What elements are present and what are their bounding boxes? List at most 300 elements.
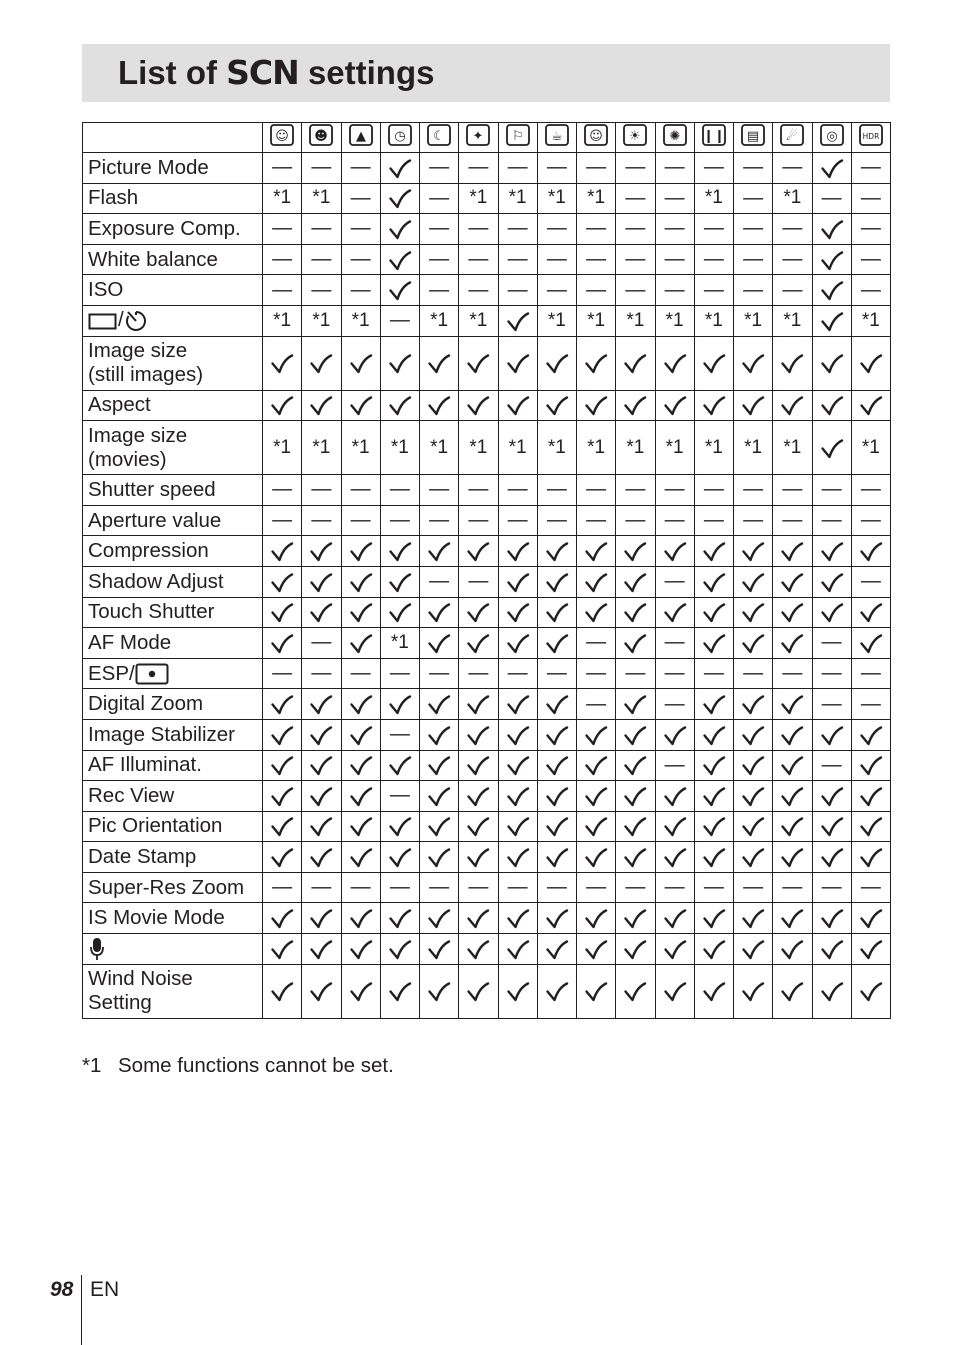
setting-availability-cell: [694, 934, 733, 965]
footnote-reference: *1: [312, 309, 331, 331]
setting-label-line: Digital Zoom: [88, 692, 204, 716]
not-available-dash: —: [429, 156, 450, 179]
setting-label: [83, 750, 263, 781]
setting-availability-cell: [302, 421, 341, 475]
not-available-dash: —: [389, 723, 410, 746]
setting-availability-cell: [812, 390, 851, 421]
setting-availability-cell: [734, 903, 773, 934]
setting-availability-cell: [577, 475, 616, 506]
setting-availability-cell: [734, 214, 773, 245]
setting-availability-cell: [420, 275, 459, 306]
setting-label-line: Aspect: [88, 393, 151, 417]
portrait-mode-icon: [270, 124, 294, 146]
setting-availability-cell: [263, 536, 302, 567]
setting-availability-cell: [616, 964, 655, 1018]
not-available-dash: —: [625, 278, 646, 301]
setting-availability-cell: [263, 597, 302, 628]
setting-label: [83, 566, 263, 597]
setting-availability-cell: [734, 475, 773, 506]
beauty-mode-icon: [309, 124, 333, 146]
not-available-dash: —: [664, 156, 685, 179]
setting-availability-cell: [773, 183, 812, 214]
setting-availability-cell: [694, 244, 733, 275]
setting-availability-cell: [420, 811, 459, 842]
setting-availability-cell: [773, 689, 812, 720]
not-available-dash: —: [703, 156, 724, 179]
setting-availability-cell: [537, 475, 576, 506]
setting-availability-cell: [263, 781, 302, 812]
setting-label-line: Picture Mode: [88, 155, 209, 179]
table-row: [83, 244, 891, 275]
setting-availability-cell: [616, 244, 655, 275]
setting-availability-cell: [812, 719, 851, 750]
setting-availability-cell: [498, 934, 537, 965]
setting-availability-cell: [537, 872, 576, 903]
setting-availability-cell: [734, 597, 773, 628]
setting-availability-cell: [341, 244, 380, 275]
setting-availability-cell: [655, 275, 694, 306]
setting-availability-cell: [734, 336, 773, 390]
not-available-dash: —: [821, 186, 842, 209]
not-available-dash: —: [350, 156, 371, 179]
not-available-dash: —: [625, 186, 646, 209]
table-row: [83, 475, 891, 506]
setting-availability-cell: [380, 597, 419, 628]
not-available-dash: —: [429, 662, 450, 685]
not-available-dash: —: [507, 278, 528, 301]
not-available-dash: —: [860, 278, 881, 301]
night-portrait-mode-icon: [466, 124, 490, 146]
footnote: [82, 1054, 394, 1078]
setting-availability-cell: [655, 689, 694, 720]
setting-availability-cell: [459, 750, 498, 781]
setting-availability-cell: [734, 750, 773, 781]
setting-availability-cell: [302, 244, 341, 275]
setting-availability-cell: [380, 750, 419, 781]
not-available-dash: —: [350, 186, 371, 209]
not-available-dash: —: [782, 662, 803, 685]
setting-availability-cell: [498, 842, 537, 873]
setting-availability-cell: [341, 781, 380, 812]
not-available-dash: —: [468, 217, 489, 240]
setting-availability-cell: [655, 597, 694, 628]
setting-availability-cell: [302, 183, 341, 214]
svg-text:◷: ◷: [394, 129, 406, 144]
not-available-dash: —: [507, 156, 528, 179]
setting-availability-cell: [812, 421, 851, 475]
not-available-dash: —: [586, 156, 607, 179]
setting-availability-cell: [537, 811, 576, 842]
setting-availability-cell: [773, 934, 812, 965]
setting-availability-cell: [577, 658, 616, 689]
mode-header-cell: [537, 123, 576, 153]
setting-availability-cell: [459, 903, 498, 934]
setting-availability-cell: [498, 566, 537, 597]
not-available-dash: —: [468, 509, 489, 532]
not-available-dash: —: [311, 248, 332, 271]
setting-availability-cell: [263, 275, 302, 306]
not-available-dash: —: [272, 509, 293, 532]
setting-label: [83, 421, 263, 475]
setting-label: [83, 597, 263, 628]
setting-label: [83, 934, 263, 965]
setting-availability-cell: [655, 781, 694, 812]
setting-availability-cell: [773, 628, 812, 659]
not-available-dash: —: [272, 662, 293, 685]
svg-text:☻: ☻: [314, 129, 329, 144]
setting-label: [83, 505, 263, 536]
setting-availability-cell: [851, 536, 890, 567]
setting-availability-cell: [498, 750, 537, 781]
not-available-dash: —: [468, 570, 489, 593]
not-available-dash: —: [743, 186, 764, 209]
not-available-dash: —: [860, 186, 881, 209]
setting-availability-cell: [773, 842, 812, 873]
not-available-dash: —: [429, 186, 450, 209]
page-title-prefix: List of: [118, 54, 217, 91]
setting-availability-cell: [616, 872, 655, 903]
not-available-dash: —: [586, 631, 607, 654]
setting-availability-cell: [420, 214, 459, 245]
setting-availability-cell: [380, 781, 419, 812]
setting-label: [83, 964, 263, 1018]
setting-availability-cell: [380, 658, 419, 689]
setting-availability-cell: [302, 964, 341, 1018]
setting-availability-cell: [537, 597, 576, 628]
not-available-dash: —: [782, 278, 803, 301]
spot-metering-icon: [135, 663, 169, 685]
setting-availability-cell: [537, 903, 576, 934]
setting-availability-cell: [694, 214, 733, 245]
footnote-reference: *1: [783, 436, 802, 458]
not-available-dash: —: [703, 248, 724, 271]
setting-availability-cell: [812, 597, 851, 628]
setting-availability-cell: [302, 628, 341, 659]
not-available-dash: —: [586, 217, 607, 240]
not-available-dash: —: [507, 478, 528, 501]
setting-availability-cell: [380, 536, 419, 567]
setting-availability-cell: [773, 153, 812, 184]
setting-availability-cell: [341, 903, 380, 934]
setting-availability-cell: [498, 658, 537, 689]
table-row: [83, 811, 891, 842]
not-available-dash: —: [429, 478, 450, 501]
svg-text:☄: ☄: [786, 129, 799, 144]
not-available-dash: —: [664, 509, 685, 532]
setting-availability-cell: [851, 842, 890, 873]
hdr-mode-icon: [859, 124, 883, 146]
not-available-dash: —: [586, 509, 607, 532]
setting-availability-cell: [380, 214, 419, 245]
setting-availability-cell: [380, 475, 419, 506]
setting-availability-cell: [851, 566, 890, 597]
not-available-dash: —: [389, 784, 410, 807]
setting-availability-cell: [694, 597, 733, 628]
not-available-dash: —: [429, 278, 450, 301]
not-available-dash: —: [468, 278, 489, 301]
not-available-dash: —: [743, 876, 764, 899]
table-row: [83, 421, 891, 475]
setting-availability-cell: [459, 275, 498, 306]
setting-availability-cell: [655, 183, 694, 214]
setting-availability-cell: [851, 628, 890, 659]
footnote-reference: *1: [704, 436, 723, 458]
not-available-dash: —: [586, 662, 607, 685]
setting-availability-cell: [616, 153, 655, 184]
not-available-dash: —: [546, 248, 567, 271]
setting-availability-cell: [694, 505, 733, 536]
setting-availability-cell: [773, 505, 812, 536]
svg-text:✺: ✺: [669, 129, 681, 144]
setting-availability-cell: [694, 153, 733, 184]
setting-label-line: (still images): [88, 363, 204, 387]
sport-mode-icon: [506, 124, 530, 146]
setting-availability-cell: [616, 719, 655, 750]
not-available-dash: —: [821, 509, 842, 532]
setting-label-line: Wind Noise: [88, 967, 193, 991]
not-available-dash: —: [743, 478, 764, 501]
setting-availability-cell: [734, 781, 773, 812]
not-available-dash: —: [429, 570, 450, 593]
setting-availability-cell: [302, 153, 341, 184]
svg-text:✦: ✦: [472, 129, 484, 144]
svg-text:☀: ☀: [629, 129, 642, 144]
svg-text:▤: ▤: [746, 129, 760, 144]
not-available-dash: —: [743, 509, 764, 532]
setting-availability-cell: [459, 536, 498, 567]
setting-availability-cell: [773, 964, 812, 1018]
scn-mode-label: SCN: [226, 53, 299, 92]
setting-availability-cell: [537, 628, 576, 659]
setting-label-line: (movies): [88, 447, 167, 471]
setting-availability-cell: [773, 214, 812, 245]
setting-availability-cell: [577, 305, 616, 336]
setting-availability-cell: [380, 390, 419, 421]
setting-availability-cell: [655, 305, 694, 336]
not-available-dash: —: [664, 631, 685, 654]
setting-availability-cell: [341, 566, 380, 597]
setting-availability-cell: [498, 597, 537, 628]
setting-availability-cell: [616, 903, 655, 934]
page-language: EN: [90, 1278, 120, 1301]
setting-availability-cell: [655, 842, 694, 873]
table-row: [83, 934, 891, 965]
setting-availability-cell: [773, 275, 812, 306]
setting-availability-cell: [302, 336, 341, 390]
setting-label: [83, 305, 263, 336]
not-available-dash: —: [586, 248, 607, 271]
not-available-dash: —: [429, 217, 450, 240]
not-available-dash: —: [821, 753, 842, 776]
not-available-dash: —: [860, 156, 881, 179]
setting-label-line: Shutter speed: [88, 477, 216, 501]
setting-availability-cell: [459, 872, 498, 903]
setting-availability-cell: [537, 305, 576, 336]
svg-text:☺: ☺: [589, 129, 603, 144]
setting-availability-cell: [420, 153, 459, 184]
table-row: [83, 390, 891, 421]
table-row: [83, 964, 891, 1018]
setting-availability-cell: [263, 872, 302, 903]
setting-availability-cell: [537, 719, 576, 750]
setting-availability-cell: [851, 811, 890, 842]
not-available-dash: —: [664, 753, 685, 776]
setting-availability-cell: [537, 964, 576, 1018]
setting-availability-cell: [616, 628, 655, 659]
setting-availability-cell: [812, 811, 851, 842]
setting-availability-cell: [537, 336, 576, 390]
table-row: [83, 719, 891, 750]
setting-label-line: Exposure Comp.: [88, 216, 241, 240]
setting-label: [83, 628, 263, 659]
not-available-dash: —: [821, 662, 842, 685]
setting-availability-cell: [773, 336, 812, 390]
setting-label: [83, 872, 263, 903]
setting-availability-cell: [577, 153, 616, 184]
setting-label: [83, 183, 263, 214]
mode-header-cell: [616, 123, 655, 153]
table-row: [83, 872, 891, 903]
table-row: [83, 214, 891, 245]
table-row: [83, 275, 891, 306]
setting-availability-cell: [420, 244, 459, 275]
setting-availability-cell: [734, 183, 773, 214]
setting-availability-cell: [812, 153, 851, 184]
setting-availability-cell: [420, 597, 459, 628]
setting-availability-cell: [459, 934, 498, 965]
not-available-dash: —: [350, 876, 371, 899]
setting-availability-cell: [498, 475, 537, 506]
svg-text:⚐: ⚐: [511, 129, 524, 144]
setting-availability-cell: [655, 336, 694, 390]
setting-availability-cell: [734, 153, 773, 184]
setting-availability-cell: [420, 689, 459, 720]
setting-availability-cell: [459, 719, 498, 750]
setting-availability-cell: [812, 658, 851, 689]
setting-availability-cell: [773, 811, 812, 842]
setting-availability-cell: [734, 390, 773, 421]
setting-availability-cell: [851, 719, 890, 750]
setting-availability-cell: [498, 719, 537, 750]
setting-label: [83, 781, 263, 812]
not-available-dash: —: [821, 631, 842, 654]
setting-availability-cell: [734, 934, 773, 965]
setting-availability-cell: [537, 244, 576, 275]
indoor-mode-icon: [545, 124, 569, 146]
setting-availability-cell: [341, 689, 380, 720]
setting-availability-cell: [341, 336, 380, 390]
table-row: [83, 153, 891, 184]
setting-availability-cell: [498, 628, 537, 659]
setting-availability-cell: [380, 566, 419, 597]
setting-availability-cell: [302, 719, 341, 750]
setting-availability-cell: [616, 390, 655, 421]
not-available-dash: —: [507, 248, 528, 271]
setting-availability-cell: [459, 336, 498, 390]
not-available-dash: —: [860, 509, 881, 532]
footnote-reference: *1: [783, 309, 802, 331]
setting-availability-cell: [773, 390, 812, 421]
mode-header-cell: [302, 123, 341, 153]
setting-availability-cell: [498, 421, 537, 475]
not-available-dash: —: [311, 662, 332, 685]
setting-availability-cell: [694, 903, 733, 934]
setting-availability-cell: [577, 964, 616, 1018]
setting-availability-cell: [537, 536, 576, 567]
setting-availability-cell: [577, 750, 616, 781]
svg-text:❙❙: ❙❙: [702, 129, 725, 144]
setting-availability-cell: [380, 305, 419, 336]
footnote-reference: *1: [587, 436, 606, 458]
setting-availability-cell: [341, 421, 380, 475]
setting-availability-cell: [263, 566, 302, 597]
setting-availability-cell: [302, 842, 341, 873]
mode-header-cell: [420, 123, 459, 153]
footnote-text: Some functions cannot be set.: [118, 1054, 394, 1077]
mode-header-cell: [734, 123, 773, 153]
setting-availability-cell: [302, 750, 341, 781]
setting-availability-cell: [577, 505, 616, 536]
footnote-reference: *1: [508, 187, 527, 209]
setting-availability-cell: [380, 903, 419, 934]
setting-availability-cell: [577, 214, 616, 245]
setting-availability-cell: [498, 244, 537, 275]
setting-availability-cell: [341, 750, 380, 781]
setting-availability-cell: [616, 536, 655, 567]
setting-availability-cell: [616, 336, 655, 390]
setting-label-line: Super-Res Zoom: [88, 875, 245, 899]
setting-availability-cell: [498, 505, 537, 536]
table-row: [83, 305, 891, 336]
table-row: [83, 597, 891, 628]
setting-availability-cell: [812, 214, 851, 245]
table-row: [83, 842, 891, 873]
microphone-icon: [88, 937, 106, 961]
not-available-dash: —: [860, 662, 881, 685]
setting-label: [83, 153, 263, 184]
setting-availability-cell: [577, 597, 616, 628]
table-row: [83, 903, 891, 934]
setting-availability-cell: [734, 964, 773, 1018]
setting-availability-cell: [498, 183, 537, 214]
footnote-reference: *1: [430, 309, 449, 331]
not-available-dash: —: [311, 217, 332, 240]
not-available-dash: —: [586, 876, 607, 899]
not-available-dash: —: [860, 876, 881, 899]
setting-availability-cell: [734, 719, 773, 750]
not-available-dash: —: [860, 570, 881, 593]
backlight-mode-icon: [780, 124, 804, 146]
setting-availability-cell: [812, 244, 851, 275]
not-available-dash: —: [782, 876, 803, 899]
not-available-dash: —: [703, 478, 724, 501]
setting-availability-cell: [734, 628, 773, 659]
setting-availability-cell: [655, 719, 694, 750]
not-available-dash: —: [703, 278, 724, 301]
setting-availability-cell: [459, 305, 498, 336]
footnote-reference: *1: [273, 187, 292, 209]
setting-availability-cell: [341, 536, 380, 567]
setting-label: [83, 336, 263, 390]
setting-availability-cell: [341, 183, 380, 214]
setting-availability-cell: [694, 336, 733, 390]
setting-label-line: IS Movie Mode: [88, 906, 225, 930]
not-available-dash: —: [350, 509, 371, 532]
not-available-dash: —: [625, 248, 646, 271]
page-divider: [81, 1275, 82, 1345]
setting-availability-cell: [498, 964, 537, 1018]
setting-availability-cell: [655, 934, 694, 965]
